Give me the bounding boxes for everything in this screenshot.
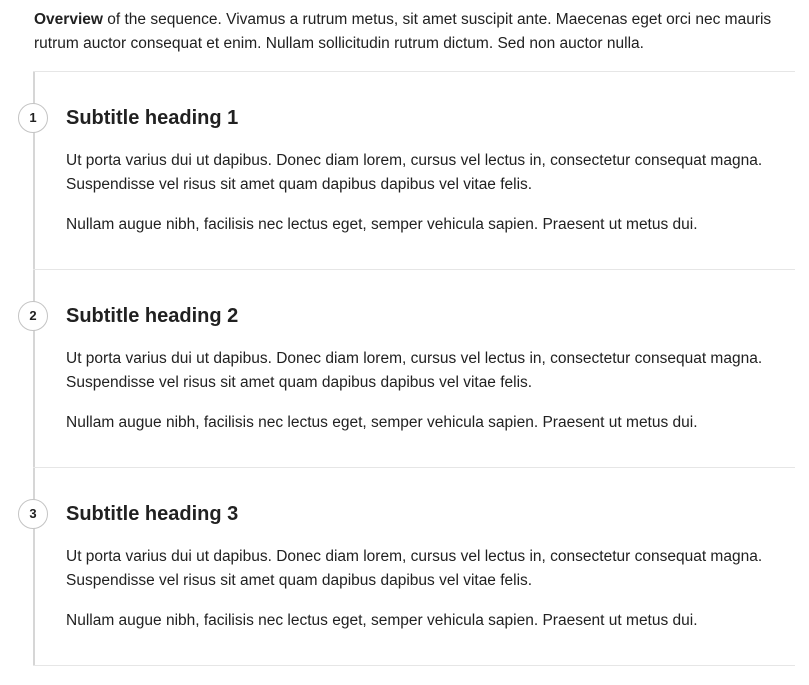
- sequence-list: [29, 71, 795, 666]
- step-heading: Subtitle heading 1: [66, 107, 239, 129]
- sequence-step-3: [29, 468, 795, 666]
- step-paragraph: Ut porta varius dui ut dapibus. Donec diam lorem, cursus vel lectus in, consectetur consequat magna. Suspendisse vel risus sit amet quam dapibus dapibus vel vitae felis.: [66, 152, 763, 193]
- overview-text: [34, 8, 779, 56]
- step-paragraph: Nullam augue nibh, facilisis nec lectus eget, semper vehicula sapien. Praesent ut metus dui.: [66, 414, 698, 431]
- sequence-step-2: [29, 270, 795, 468]
- step-paragraph: Nullam augue nibh, facilisis nec lectus eget, semper vehicula sapien. Praesent ut metus dui.: [66, 612, 698, 629]
- step-heading: Subtitle heading 2: [66, 305, 239, 327]
- step-heading: Subtitle heading 3: [66, 503, 239, 525]
- step-number-badge: 1: [18, 103, 48, 133]
- step-paragraph: Ut porta varius dui ut dapibus. Donec diam lorem, cursus vel lectus in, consectetur consequat magna. Suspendisse vel risus sit amet quam dapibus dapibus vel vitae felis.: [66, 350, 763, 391]
- step-number-badge: 3: [18, 499, 48, 529]
- sequence-step-1: [29, 72, 795, 270]
- step-paragraph: Ut porta varius dui ut dapibus. Donec diam lorem, cursus vel lectus in, consectetur consequat magna. Suspendisse vel risus sit amet quam dapibus dapibus vel vitae felis.: [66, 548, 763, 589]
- overview-lead: Overview: [34, 11, 103, 28]
- step-number-badge: 2: [18, 301, 48, 331]
- step-paragraph: Nullam augue nibh, facilisis nec lectus eget, semper vehicula sapien. Praesent ut metus dui.: [66, 216, 698, 233]
- overview-body: of the sequence. Vivamus a rutrum metus, sit amet suscipit ante. Maecenas eget orci nec mauris rutrum auctor consequat et enim. Nullam sollicitudin rutrum dictum. Sed non auctor nulla.: [34, 11, 772, 52]
